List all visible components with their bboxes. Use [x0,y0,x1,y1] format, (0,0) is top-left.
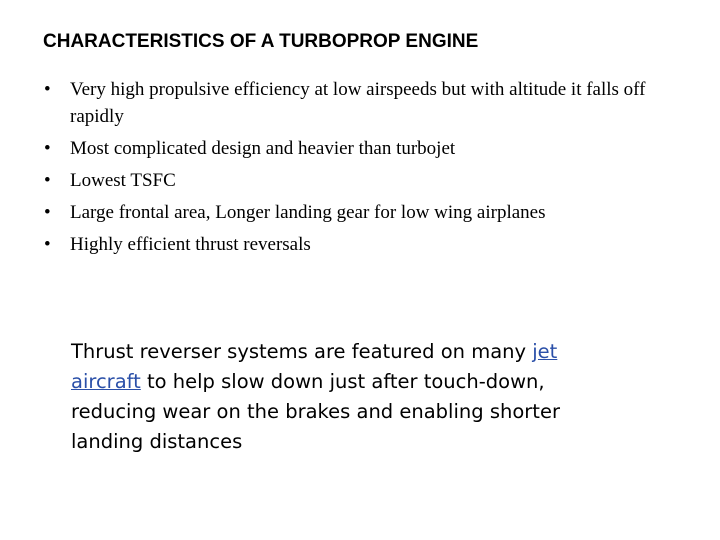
list-item [44,199,684,226]
bullet-dot-icon: • [44,202,51,223]
reverser-note [71,337,631,457]
list-item-text: Most complicated design and heavier than turbojet [70,138,456,159]
note-text-before: Thrust reverser systems are featured on many [71,340,533,363]
list-item [44,231,684,258]
bullet-dot-icon: • [44,79,51,100]
list-item [44,135,684,162]
bullet-dot-icon: • [44,138,51,159]
bullet-dot-icon: • [44,234,51,255]
list-item [44,76,684,130]
bullet-list [44,76,684,263]
list-item-text: Large frontal area, Longer landing gear for low wing airplanes [70,202,546,223]
list-item-text: Very high propulsive efficiency at low airspeeds but with altitude it falls off rapidly [70,79,646,127]
list-item [44,167,684,194]
note-text-after: to help slow down just after touch-down, reducing wear on the brakes and enabling shorter landing distances [71,370,560,453]
jet-aircraft-link[interactable]: jet aircraft [71,340,558,393]
slide-title: CHARACTERISTICS OF A TURBOPROP ENGINE [43,31,479,52]
bullet-dot-icon: • [44,170,51,191]
list-item-text: Highly efficient thrust reversals [70,234,311,255]
list-item-text: Lowest TSFC [70,170,176,191]
